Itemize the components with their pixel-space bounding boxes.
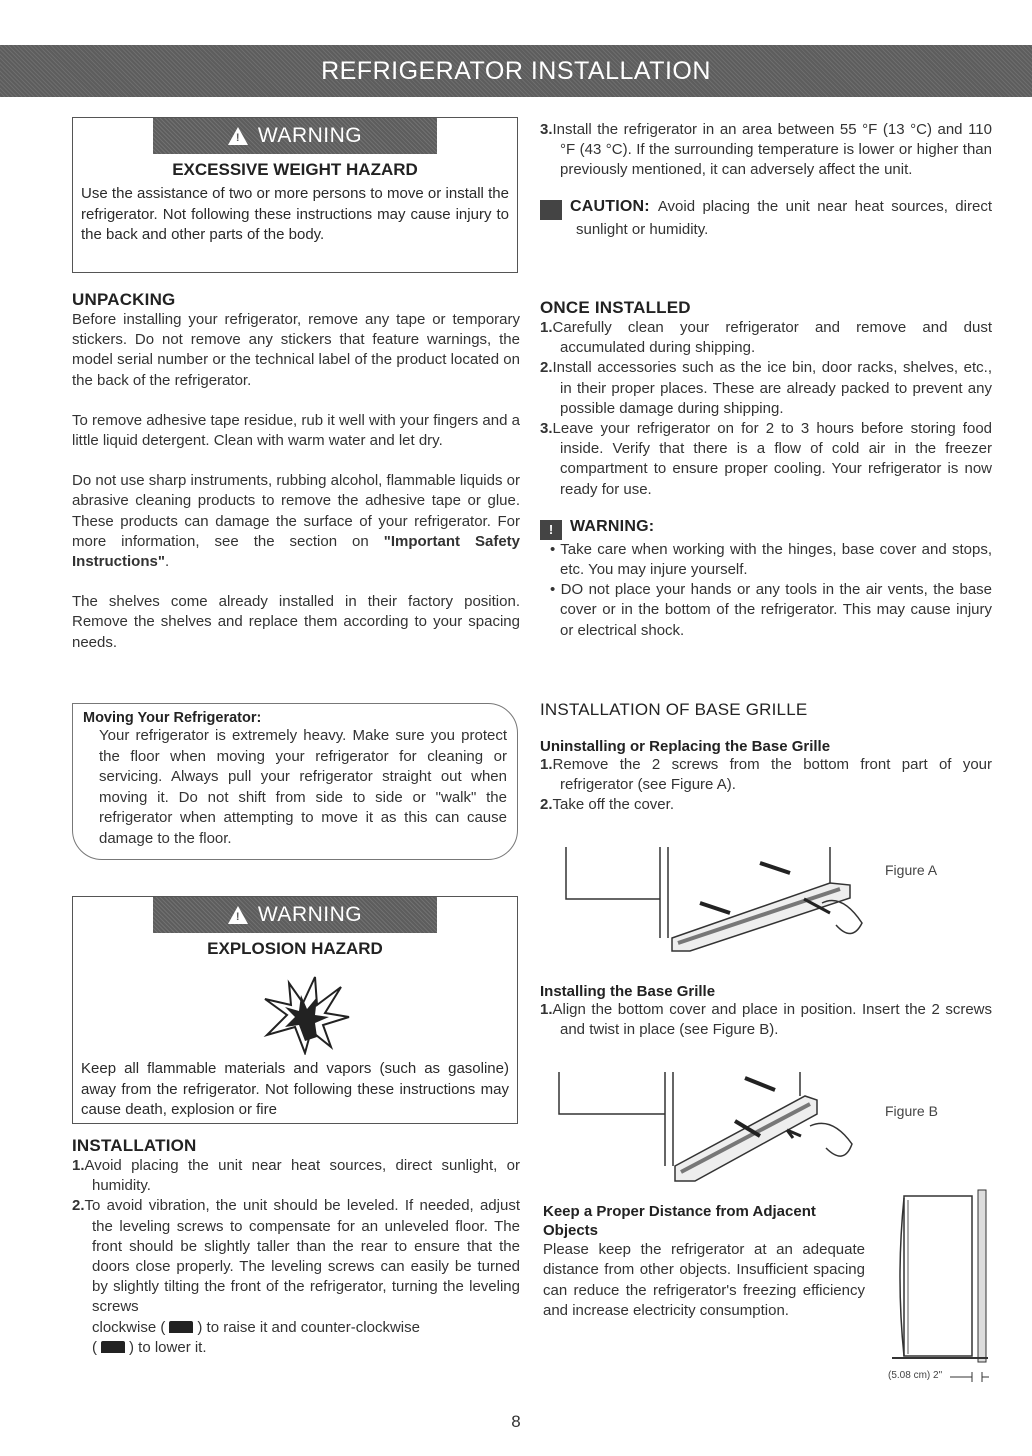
grille-section [540,700,992,816]
distance-illustration [890,1186,990,1386]
warning-text: Use the assistance of two or more persons to move or install the refrigerator. Not following these instructions may cause injury to the back and other parts of the body. [81,185,509,243]
page-number: 8 [511,1412,521,1431]
figure-a-illustration [560,843,890,963]
clockwise-screw-icon [169,1321,193,1333]
figure-a-label: Figure A [885,862,938,878]
warning-bullet-2: • DO not place your hands or any tools in the air vents, the base cover or in the bottom of the refrigerator. This may cause injury or electrical shock. [550,581,993,639]
warning-label: WARNING [257,903,363,926]
moving-note-box [72,703,518,860]
caution-note: ! CAUTION: Avoid placing the unit near heat sources, direct sunlight or humidity. [530,197,992,238]
counterclockwise-screw-icon [101,1341,125,1353]
temperature-section [530,120,992,240]
once-item-1: 1.Carefully clean your refrigerator and remove and dust accumulated during shipping. [540,319,992,357]
section-banner [0,45,1032,97]
unpacking-p3: Do not use sharp instruments, rubbing alcohol, flammable liquids or abrasive cleaning products to remove the adhesive tape or glue. These products can damage the surface of your refrigerator. For more information, see the section on "Important Safety Instructions". [72,472,521,571]
moving-title: Moving Your Refrigerator: [83,710,262,726]
distance-dimension: (5.08 cm) 2" [888,1370,943,1381]
warning-triangle-icon: ! [228,906,248,924]
caution-icon: ! [540,200,562,220]
explosion-icon [245,975,365,1055]
once-installed-section [540,298,992,641]
moving-text: Your refrigerator is extremely heavy. Make sure you protect the floor when moving your refrigerator for cleaning or servicing. Always pull your refrigerator straight out when moving it. Do not shift from side to side or "walk" the refrigerator when attempting to move it as this can cause damage to the floor. [99,727,507,847]
once-item-3: 3.Leave your refrigerator on for 2 to 3 hours before storing food inside. Verify that there is a flow of cold air in the freezer compartment to ensure proper cooling. Your refrigerator is now ready for use. [540,420,992,498]
once-heading: ONCE INSTALLED [540,298,691,317]
temperature-item: 3.Install the refrigerator in an area between 55 °F (13 °C) and 110 °F (43 °C). If the surrounding temperature is lower or higher than previously mentioned, it can adversely affect the unit. [540,121,992,179]
warning-header [153,897,437,933]
grille-heading: INSTALLATION OF BASE GRILLE [540,700,808,719]
grille-sub2: Installing the Base Grille [540,983,716,1000]
explosion-warning-box [72,896,518,1124]
warning-label: WARNING [257,124,363,147]
grille-sub1-item-1: 1.Remove the 2 screws from the bottom front part of your refrigerator (see Figure A). [540,756,992,794]
unpacking-p2: To remove adhesive tape residue, rub it well with your fingers and a little liquid detergent. Clean with warm water and let dry. [72,411,520,450]
warning-note: ! WARNING: [540,518,992,540]
grille-sub1-item-2: 2.Take off the cover. [540,796,674,814]
distance-title: Keep a Proper Distance from Adjacent Objects [543,1203,816,1239]
installation-heading: INSTALLATION [72,1136,197,1155]
warning-bullet-1: • Take care when working with the hinges, base cover and stops, etc. You may injure yourself. [550,540,992,579]
unpacking-section [72,290,520,653]
weight-warning-box [72,117,518,273]
warning-triangle-icon: ! [228,127,248,145]
grille-sub2-item-1: 1.Align the bottom cover and place in position. Insert the 2 screws and twist in place (see Figure B). [540,1001,992,1039]
installation-item-1: 1.Avoid placing the unit near heat sources, direct sunlight, or humidity. [72,1157,520,1195]
unpacking-heading: UNPACKING [72,290,176,309]
grille-sub1: Uninstalling or Replacing the Base Grille [540,738,831,755]
figure-b-illustration [555,1066,885,1196]
warning-title: EXCESSIVE WEIGHT HAZARD [172,160,418,179]
once-item-2: 2.Install accessories such as the ice bin, door racks, shelves, etc., in their proper places. These are already packed to prevent any possible damage during shipping. [540,359,992,417]
unpacking-p1: Before installing your refrigerator, remove any tape or temporary stickers. Do not remove any stickers that feature warnings, the model serial number or the technical label of the product located on the back of the refrigerator. [72,311,520,389]
warning-title: EXPLOSION HAZARD [207,939,383,958]
warning-icon: ! [540,520,562,540]
install-grille-section [540,983,992,1040]
clockwise-line: clockwise ( ) to raise it and counter-clockwise [92,1318,420,1336]
safety-link-text: "Important Safety Instructions" [72,532,521,571]
distance-section [543,1202,865,1321]
unpacking-p4: The shelves come already installed in their factory position. Remove the shelves and replace them according to your spacing needs. [72,593,520,651]
installation-item-2: 2.To avoid vibration, the unit should be leveled. If needed, adjust the leveling screws to compensate for an unleveled floor. The front should be slightly taller than the rear to ensure that the doors close properly. The leveling screws can easily be turned by slightly tilting the front of the refrigerator, turning the leveling screws [72,1197,520,1316]
warning-text: Keep all flammable materials and vapors (such as gasoline) away from the refrigerator. Not following these instructions may cause death, explosion or fire [81,1060,509,1118]
banner-title: REFRIGERATOR INSTALLATION [321,56,711,85]
distance-text: Please keep the refrigerator at an adequate distance from other objects. Insufficient spacing can reduce the refrigerator's freezing efficiency and increase electricity consumption. [543,1241,865,1319]
counterclockwise-line: ( ) to lower it. [92,1338,207,1356]
warning-header [153,118,437,154]
figure-b-label: Figure B [885,1103,938,1119]
installation-section [72,1136,520,1358]
